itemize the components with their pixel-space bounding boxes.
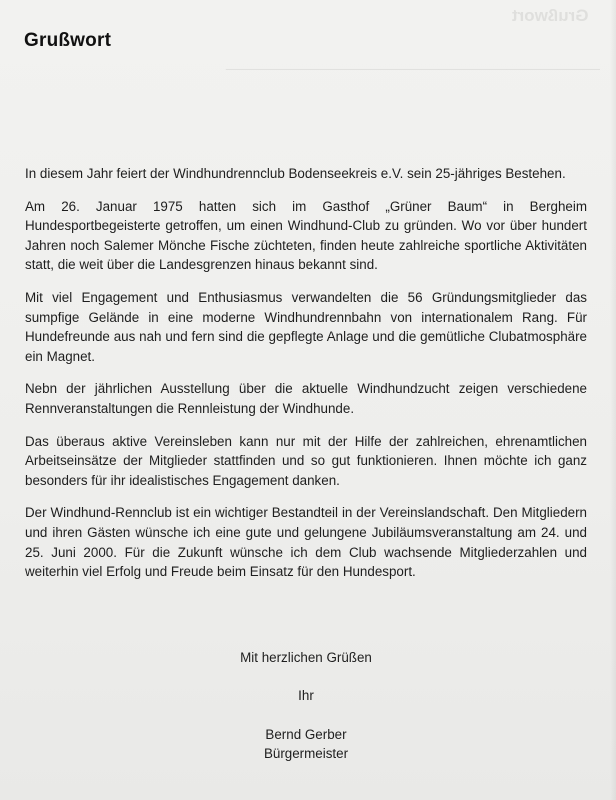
page-title: Grußwort	[24, 30, 112, 51]
letter-body	[25, 164, 587, 595]
paragraph-wishes: Der Windhund-Rennclub ist ein wichtiger Bestandteil in der Vereinslandschaft. Den Mitgliedern und ihren Gästen wünsche ich eine gute und gelungene Jubiläumsveranstaltung am 24. und 25. Juni 2000. Für die Zukunft wünsche ich dem Club wachsende Mitgliederzahlen und weiterhin viel Erfolg und Freude beim Einsatz für den Hundesport.	[25, 505, 587, 580]
signatory-name: Bernd Gerber	[265, 727, 347, 742]
bleed-through-text: ────────────────────────────────────────────	[225, 62, 600, 76]
paragraph-anniversary: In diesem Jahr feiert der Windhundrennclub Bodenseekreis e.V. sein 25-jähriges Bestehen.	[25, 166, 566, 181]
paragraph-founding: Am 26. Januar 1975 hatten sich im Gasthof „Grüner Baum“ in Bergheim Hundesportbegeisterte getroffen, um einen Windhund-Club zu gründen. Wo vor über hundert Jahren noch Salemer Mönche Fische züchteten, finden heute zahlreiche sportliche Aktivitäten statt, die weit über die Landesgrenzen hinaus bekannt sind.	[25, 198, 587, 273]
paragraph-thanks: Das überaus aktive Vereinsleben kann nur mit der Hilfe der zahlreichen, ehrenamtlichen Arbeitseinsätze der Mitglieder stattfinden und so gut funktionieren. Ihnen möchte ich ganz besonders für ihr idealistisches Engagement danken.	[25, 433, 587, 488]
bleed-through-title: Grußwort	[511, 6, 588, 25]
page-edge-shadow	[610, 0, 616, 800]
paragraph-racetrack: Mit viel Engagement und Enthusiasmus verwandelten die 56 Gründungsmitglieder das sumpfige Gelände in eine moderne Windhundrennbahn von internationalem Rang. Für Hundefreunde aus nah und fern sind die gepflegte Anlage und die gemütliche Clubatmosphäre ein Magnet.	[25, 289, 587, 364]
closing-ihr: Ihr	[298, 688, 314, 703]
closing-greeting: Mit herzlichen Grüßen	[240, 650, 372, 665]
paragraph-exhibition: Nebn der jährlichen Ausstellung über die aktuelle Windhundzucht zeigen verschiedene Rennveranstaltungen die Rennleistung der Windhunde.	[25, 381, 587, 416]
signatory-role: Bürgermeister	[263, 746, 349, 761]
